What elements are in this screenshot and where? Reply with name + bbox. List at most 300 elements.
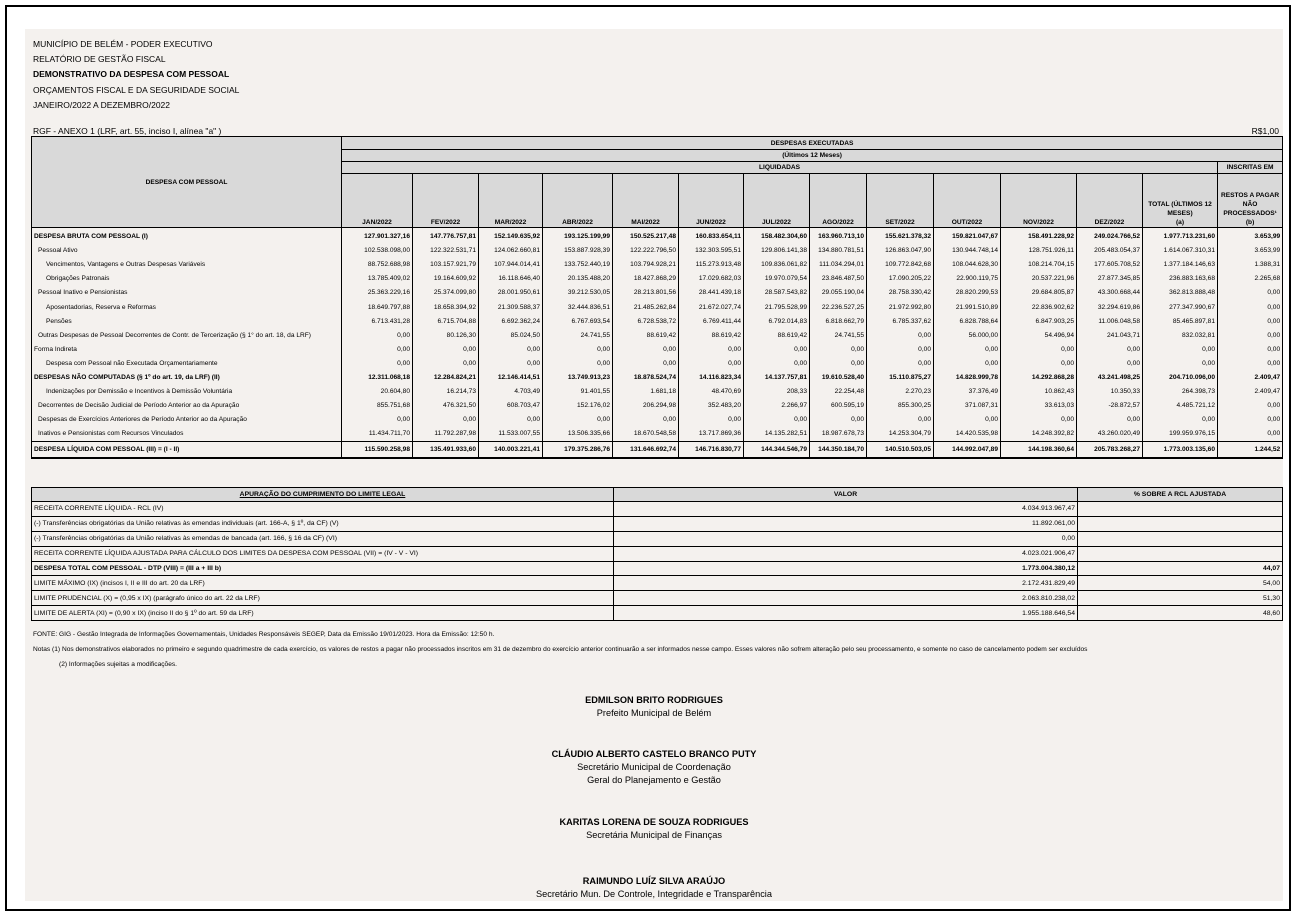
row-label: Outras Despesas de Pessoal Decorrentes de Contr. de Tercerização (§ 1° do art. 18, da LRF) — [32, 329, 342, 343]
col-head-month: MAI/2022 — [613, 174, 679, 228]
row-value: 0,00 — [1001, 343, 1077, 357]
row-value: 131.646.692,74 — [613, 442, 679, 459]
row-value: 32.294.619,86 — [1077, 300, 1143, 314]
row-value: 43.260.020,49 — [1077, 427, 1143, 442]
limit-value: 0,00 — [614, 531, 1078, 546]
row-value: 0,00 — [1218, 427, 1283, 442]
table-row — [32, 286, 1283, 300]
table-row — [32, 258, 1283, 272]
limit-label: LIMITE MÁXIMO (IX) (incisos I, II e III do art. 20 da LRF) — [32, 576, 614, 591]
report-header — [33, 37, 239, 113]
col-head-total-label: TOTAL (ÚLTIMOS 12 MESES) — [1148, 201, 1212, 217]
note-1: Notas (1) Nos demonstrativos elaborados no primeiro e segundo quadrimestre de cada exercício, os valores de restos a pagar não processados inscritos em 31 de dezembro do exercício anterior continuarão a ser informados nesse campo. Esses valores não sofrem alteração pelo seu processamento, e somente no caso de cancelamento podem ser excluídos — [33, 646, 1088, 653]
col-head-month: MAR/2022 — [479, 174, 543, 228]
col-head-expense: DESPESA COM PESSOAL — [32, 137, 342, 228]
row-value: 21.485.262,84 — [613, 300, 679, 314]
row-value: 10.862,43 — [1001, 385, 1077, 399]
row-value: 0,00 — [1218, 300, 1283, 314]
row-value: 277.347.990,67 — [1143, 300, 1218, 314]
row-value: 0,00 — [543, 413, 613, 427]
row-value: -28.872,57 — [1077, 399, 1143, 413]
row-value: 371.087,31 — [934, 399, 1001, 413]
row-value: 19.164.609,92 — [413, 272, 479, 286]
row-value: 0,00 — [1001, 413, 1077, 427]
row-value: 32.444.836,51 — [543, 300, 613, 314]
row-label: DESPESAS NÃO COMPUTADAS (§ 1º do art. 19, da LRF) (II) — [32, 371, 342, 385]
row-value: 0,00 — [479, 413, 543, 427]
row-value: 21.991.510,89 — [934, 300, 1001, 314]
limit-head-value: VALOR — [614, 488, 1078, 502]
limit-pct: 51,30 — [1078, 591, 1283, 606]
table-row — [32, 385, 1283, 399]
row-value: 23.846.487,50 — [810, 272, 867, 286]
row-value: 29.055.190,04 — [810, 286, 867, 300]
row-value: 88.752.688,98 — [342, 258, 413, 272]
row-value: 14.116.823,34 — [679, 371, 744, 385]
row-value: 88.619,42 — [679, 329, 744, 343]
row-value: 6.715.704,88 — [413, 315, 479, 329]
row-value: 18.987.678,73 — [810, 427, 867, 442]
row-value: 0,00 — [679, 357, 744, 371]
header-line-municipality: MUNICÍPIO DE BELÉM - PODER EXECUTIVO — [33, 39, 213, 49]
limit-value: 1.955.188.646,54 — [614, 606, 1078, 621]
row-value: 0,00 — [867, 413, 934, 427]
row-value: 158.491.228,92 — [1001, 228, 1077, 245]
row-value: 144.992.047,89 — [934, 442, 1001, 459]
row-value: 88.619,42 — [744, 329, 810, 343]
signature-block — [25, 748, 1283, 787]
row-value: 91.401,55 — [543, 385, 613, 399]
row-value: 1.244,52 — [1218, 442, 1283, 459]
limit-pct: 48,60 — [1078, 606, 1283, 621]
row-label: Despesa com Pessoal não Executada Orçamentariamente — [32, 357, 342, 371]
limit-label: LIMITE DE ALERTA (XI) = (0,90 x IX) (inciso II do § 1º do art. 59 da LRF) — [32, 606, 614, 621]
row-label: Forma Indireta — [32, 343, 342, 357]
row-value: 130.944.748,14 — [934, 244, 1001, 258]
row-value: 12.284.824,21 — [413, 371, 479, 385]
limit-pct: 44,07 — [1078, 561, 1283, 576]
row-value: 855.300,25 — [867, 399, 934, 413]
limit-pct — [1078, 531, 1283, 546]
row-label: Pensões — [32, 315, 342, 329]
row-value: 22.900.119,75 — [934, 272, 1001, 286]
signature-block — [25, 694, 1283, 720]
signatory-role: Secretário Mun. De Controle, Integridade e Transparência — [536, 889, 772, 899]
row-value: 19.970.079,54 — [744, 272, 810, 286]
row-value: 18.427.868,29 — [613, 272, 679, 286]
limit-head-pct: % SOBRE A RCL AJUSTADA — [1078, 488, 1283, 502]
row-value: 13.785.409,02 — [342, 272, 413, 286]
limit-pct — [1078, 516, 1283, 531]
row-value: 111.034.294,01 — [810, 258, 867, 272]
limit-value: 2.172.431.829,49 — [614, 576, 1078, 591]
row-value: 1.977.713.231,60 — [1143, 228, 1218, 245]
row-value: 3.653,99 — [1218, 244, 1283, 258]
row-value: 1.388,31 — [1218, 258, 1283, 272]
row-value: 144.350.184,70 — [810, 442, 867, 459]
row-value: 352.483,20 — [679, 399, 744, 413]
row-value: 15.110.875,27 — [867, 371, 934, 385]
row-value: 0,00 — [867, 343, 934, 357]
row-value: 476.321,50 — [413, 399, 479, 413]
row-value: 0,00 — [1143, 357, 1218, 371]
row-value: 155.621.378,32 — [867, 228, 934, 245]
row-value: 0,00 — [810, 343, 867, 357]
row-value: 2.266,97 — [744, 399, 810, 413]
row-value: 0,00 — [1077, 357, 1143, 371]
row-value: 14.292.868,28 — [1001, 371, 1077, 385]
row-value: 0,00 — [479, 357, 543, 371]
row-value: 14.248.392,82 — [1001, 427, 1077, 442]
signature-block — [25, 875, 1283, 901]
row-value: 264.398,73 — [1143, 385, 1218, 399]
limit-value: 11.892.061,00 — [614, 516, 1078, 531]
table-row — [32, 399, 1283, 413]
row-value: 103.794.928,21 — [613, 258, 679, 272]
row-value: 54.496,94 — [1001, 329, 1077, 343]
row-value: 33.613,03 — [1001, 399, 1077, 413]
row-value: 0,00 — [1077, 413, 1143, 427]
row-value: 0,00 — [1218, 315, 1283, 329]
row-label: Aposentadorias, Reserva e Reformas — [32, 300, 342, 314]
table-row — [32, 413, 1283, 427]
row-value: 150.525.217,48 — [613, 228, 679, 245]
row-label: Inativos e Pensionistas com Recursos Vinculados — [32, 427, 342, 442]
row-value: 25.363.229,16 — [342, 286, 413, 300]
row-value: 160.833.654,11 — [679, 228, 744, 245]
row-value: 0,00 — [1218, 357, 1283, 371]
signatory-name: CLÁUDIO ALBERTO CASTELO BRANCO PUTY — [551, 749, 757, 759]
legal-limit-table — [31, 487, 1283, 621]
row-value: 21.795.528,99 — [744, 300, 810, 314]
annex-reference: RGF - ANEXO 1 (LRF, art. 55, inciso I, alínea "a" ) — [33, 126, 222, 136]
signatory-role: Geral do Planejamento e Gestão — [587, 775, 721, 785]
row-value: 127.901.327,16 — [342, 228, 413, 245]
row-value: 17.090.205,22 — [867, 272, 934, 286]
row-value: 37.376,49 — [934, 385, 1001, 399]
row-value: 109.772.842,68 — [867, 258, 934, 272]
row-value: 140.510.503,05 — [867, 442, 934, 459]
row-value: 11.434.711,70 — [342, 427, 413, 442]
row-value: 0,00 — [1218, 286, 1283, 300]
row-value: 0,00 — [342, 329, 413, 343]
row-value: 600.595,19 — [810, 399, 867, 413]
row-value: 122.322.531,71 — [413, 244, 479, 258]
row-value: 0,00 — [744, 343, 810, 357]
row-value: 85.465.897,81 — [1143, 315, 1218, 329]
row-value: 14.253.304,79 — [867, 427, 934, 442]
row-value: 1.377.184.146,63 — [1143, 258, 1218, 272]
row-value: 3.653,99 — [1218, 228, 1283, 245]
row-value: 140.003.221,41 — [479, 442, 543, 459]
header-line-report: RELATÓRIO DE GESTÃO FISCAL — [33, 54, 166, 65]
row-value: 6.785.337,62 — [867, 315, 934, 329]
row-value: 0,00 — [744, 413, 810, 427]
row-value: 24.741,55 — [543, 329, 613, 343]
row-value: 80.126,30 — [413, 329, 479, 343]
row-value: 18.670.548,58 — [613, 427, 679, 442]
row-value: 179.375.286,76 — [543, 442, 613, 459]
row-value: 0,00 — [1218, 343, 1283, 357]
table-row — [32, 228, 1283, 245]
row-value: 0,00 — [1143, 343, 1218, 357]
row-value: 132.303.595,51 — [679, 244, 744, 258]
row-value: 22.254,48 — [810, 385, 867, 399]
row-value: 14.137.757,81 — [744, 371, 810, 385]
limit-pct — [1078, 546, 1283, 561]
row-value: 159.821.047,67 — [934, 228, 1001, 245]
row-value: 88.619,42 — [613, 329, 679, 343]
row-value: 129.806.141,38 — [744, 244, 810, 258]
row-label: Decorrentes de Decisão Judicial de Período Anterior ao da Apuração — [32, 399, 342, 413]
row-value: 163.960.713,10 — [810, 228, 867, 245]
row-label: Pessoal Inativo e Pensionistas — [32, 286, 342, 300]
row-value: 6.792.014,83 — [744, 315, 810, 329]
col-head-unprocessed — [1218, 174, 1283, 228]
row-value: 102.538.098,00 — [342, 244, 413, 258]
limit-row — [32, 606, 1283, 621]
row-label: DESPESA LÍQUIDA COM PESSOAL (III) = (I - II) — [32, 442, 342, 459]
col-head-liquidated: LIQUIDADAS — [342, 162, 1218, 174]
signatory-role: Prefeito Municipal de Belém — [596, 708, 712, 718]
row-value: 14.420.535,98 — [934, 427, 1001, 442]
row-value: 147.776.757,81 — [413, 228, 479, 245]
row-value: 124.062.660,81 — [479, 244, 543, 258]
row-value: 133.752.440,19 — [543, 258, 613, 272]
row-value: 0,00 — [867, 357, 934, 371]
limit-row — [32, 591, 1283, 606]
limit-label: (-) Transferências obrigatórias da União relativas às emendas de bancada (art. 166, § 16 da CF) (VI) — [32, 531, 614, 546]
row-value: 208,33 — [744, 385, 810, 399]
col-head-total — [1143, 174, 1218, 228]
col-head-inscribed: INSCRITAS EM — [1218, 162, 1283, 174]
report-sheet — [25, 29, 1283, 901]
row-value: 103.157.921,79 — [413, 258, 479, 272]
table-row — [32, 272, 1283, 286]
limit-value: 2.063.810.238,02 — [614, 591, 1078, 606]
col-head-month: FEV/2022 — [413, 174, 479, 228]
row-value: 18.649.797,88 — [342, 300, 413, 314]
row-value: 832.032,81 — [1143, 329, 1218, 343]
row-value: 249.024.766,52 — [1077, 228, 1143, 245]
row-value: 109.836.061,82 — [744, 258, 810, 272]
row-value: 12.311.068,18 — [342, 371, 413, 385]
table-row — [32, 244, 1283, 258]
limit-label: DESPESA TOTAL COM PESSOAL - DTP (VIII) = (III a + III b) — [32, 561, 614, 576]
row-value: 108.044.628,30 — [934, 258, 1001, 272]
row-value: 0,00 — [1143, 413, 1218, 427]
row-value: 115.273.913,48 — [679, 258, 744, 272]
row-value: 204.710.096,00 — [1143, 371, 1218, 385]
header-line-period: JANEIRO/2022 A DEZEMBRO/2022 — [33, 99, 171, 110]
row-value: 11.006.048,58 — [1077, 315, 1143, 329]
row-value: 122.222.796,50 — [613, 244, 679, 258]
row-value: 19.610.528,40 — [810, 371, 867, 385]
row-value: 43.241.498,25 — [1077, 371, 1143, 385]
row-value: 128.751.926,11 — [1001, 244, 1077, 258]
row-value: 144.344.546,79 — [744, 442, 810, 459]
row-value: 28.213.801,56 — [613, 286, 679, 300]
row-value: 0,00 — [679, 343, 744, 357]
row-value: 28.001.950,61 — [479, 286, 543, 300]
row-value: 0,00 — [1218, 413, 1283, 427]
row-value: 21.972.992,80 — [867, 300, 934, 314]
row-value: 0,00 — [479, 343, 543, 357]
row-value: 28.587.543,82 — [744, 286, 810, 300]
row-value: 0,00 — [934, 413, 1001, 427]
row-label: Despesas de Exercícios Anteriores de Período Anterior ao da Apuração — [32, 413, 342, 427]
row-value: 17.029.682,03 — [679, 272, 744, 286]
note-2: (2) Informações sujeitas a modificações. — [59, 661, 178, 668]
signatory-name: RAIMUNDO LUÍZ SILVA ARAÚJO — [582, 876, 726, 886]
row-value: 1.614.067.310,31 — [1143, 244, 1218, 258]
row-value: 126.863.047,90 — [867, 244, 934, 258]
row-value: 0,00 — [342, 357, 413, 371]
row-value: 0,00 — [613, 357, 679, 371]
row-value: 28.758.330,42 — [867, 286, 934, 300]
row-value: 0,00 — [1218, 399, 1283, 413]
row-value: 14.135.282,51 — [744, 427, 810, 442]
col-head-month: AGO/2022 — [810, 174, 867, 228]
row-value: 0,00 — [342, 343, 413, 357]
row-value: 0,00 — [744, 357, 810, 371]
row-value: 14.828.999,78 — [934, 371, 1001, 385]
row-value: 0,00 — [810, 413, 867, 427]
signatory-role: Secretária Municipal de Finanças — [586, 830, 722, 840]
limit-value: 1.773.004.380,12 — [614, 561, 1078, 576]
currency-unit: R$1,00 — [1251, 126, 1279, 136]
col-head-executed: DESPESAS EXECUTADAS — [342, 137, 1283, 150]
row-value: 115.590.258,98 — [342, 442, 413, 459]
row-value: 6.818.662,79 — [810, 315, 867, 329]
limit-label: RECEITA CORRENTE LÍQUIDA - RCL (IV) — [32, 502, 614, 517]
row-value: 2.409,47 — [1218, 371, 1283, 385]
limit-row — [32, 531, 1283, 546]
row-value: 6.713.431,28 — [342, 315, 413, 329]
row-value: 236.883.163,68 — [1143, 272, 1218, 286]
row-value: 177.605.708,52 — [1077, 258, 1143, 272]
row-value: 6.728.538,72 — [613, 315, 679, 329]
row-value: 2.270,23 — [867, 385, 934, 399]
row-value: 152.149.635,92 — [479, 228, 543, 245]
col-head-month: JAN/2022 — [342, 174, 413, 228]
table-row — [32, 371, 1283, 385]
row-value: 29.684.805,87 — [1001, 286, 1077, 300]
signature-block — [25, 816, 1283, 842]
table-row — [32, 300, 1283, 314]
personnel-expense-table — [31, 136, 1283, 459]
row-value: 20.537.221,96 — [1001, 272, 1077, 286]
limit-pct — [1078, 502, 1283, 517]
row-value: 205.483.054,37 — [1077, 244, 1143, 258]
row-label: Obrigações Patronais — [32, 272, 342, 286]
row-value: 18.878.524,74 — [613, 371, 679, 385]
limit-value: 4.034.913.967,47 — [614, 502, 1078, 517]
row-value: 0,00 — [1218, 329, 1283, 343]
row-value: 2.265,68 — [1218, 272, 1283, 286]
col-head-unprocessed-label: RESTOS A PAGAR NÃO PROCESSADOS¹ — [1220, 192, 1280, 217]
row-value: 25.374.099,80 — [413, 286, 479, 300]
row-value: 158.482.304,60 — [744, 228, 810, 245]
table-row — [32, 329, 1283, 343]
row-value: 13.717.869,36 — [679, 427, 744, 442]
limit-head-label: APURAÇÃO DO CUMPRIMENTO DO LIMITE LEGAL — [32, 488, 614, 502]
row-value: 6.847.903,25 — [1001, 315, 1077, 329]
row-value: 22.836.902,62 — [1001, 300, 1077, 314]
row-value: 205.783.268,27 — [1077, 442, 1143, 459]
row-value: 27.877.345,85 — [1077, 272, 1143, 286]
limit-value: 4.023.021.906,47 — [614, 546, 1078, 561]
source-note: FONTE: GIG - Gestão Integrada de Informações Governamentais, Unidades Responsáveis SEGEP, Data da Emissão 19/01/2023. Hora da Emissão: 12:50 h. — [33, 631, 495, 638]
row-label: DESPESA BRUTA COM PESSOAL (I) — [32, 228, 342, 245]
row-value: 85.024,50 — [479, 329, 543, 343]
report-notes — [33, 627, 1273, 672]
row-value: 16.214,73 — [413, 385, 479, 399]
row-value: 1.681,18 — [613, 385, 679, 399]
row-value: 135.491.933,60 — [413, 442, 479, 459]
row-value: 608.703,47 — [479, 399, 543, 413]
row-value: 56.000,00 — [934, 329, 1001, 343]
col-head-month: JUL/2022 — [744, 174, 810, 228]
col-head-unprocessed-code: (b) — [1245, 219, 1255, 226]
row-label: Vencimentos, Vantagens e Outras Despesas Variáveis — [32, 258, 342, 272]
row-value: 21.309.588,37 — [479, 300, 543, 314]
row-value: 48.470,69 — [679, 385, 744, 399]
col-head-month: NOV/2022 — [1001, 174, 1077, 228]
limit-pct: 54,00 — [1078, 576, 1283, 591]
row-value: 18.658.394,92 — [413, 300, 479, 314]
row-value: 43.300.668,44 — [1077, 286, 1143, 300]
limit-label: RECEITA CORRENTE LÍQUIDA AJUSTADA PARA CÁLCULO DOS LIMITES DA DESPESA COM PESSOAL (VII) = (IV - V - VI) — [32, 546, 614, 561]
row-value: 0,00 — [867, 329, 934, 343]
row-value: 13.749.913,23 — [543, 371, 613, 385]
row-value: 144.198.360,64 — [1001, 442, 1077, 459]
row-value: 20.604,80 — [342, 385, 413, 399]
row-value: 0,00 — [413, 413, 479, 427]
limit-row — [32, 546, 1283, 561]
row-value: 0,00 — [543, 343, 613, 357]
header-line-budgets: ORÇAMENTOS FISCAL E DA SEGURIDADE SOCIAL — [33, 84, 240, 95]
row-value: 108.214.704,15 — [1001, 258, 1077, 272]
table-row — [32, 315, 1283, 329]
signatory-name: EDMILSON BRITO RODRIGUES — [585, 695, 723, 705]
table-row — [32, 343, 1283, 357]
row-value: 6.828.788,64 — [934, 315, 1001, 329]
row-value: 0,00 — [413, 343, 479, 357]
row-value: 0,00 — [413, 357, 479, 371]
limit-row — [32, 576, 1283, 591]
row-value: 4.485.721,12 — [1143, 399, 1218, 413]
limit-row — [32, 516, 1283, 531]
row-value: 152.176,02 — [543, 399, 613, 413]
table-row — [32, 427, 1283, 442]
row-value: 146.716.830,77 — [679, 442, 744, 459]
row-value: 0,00 — [1077, 343, 1143, 357]
signatory-name: KARITAS LORENA DE SOUZA RODRIGUES — [559, 817, 749, 827]
row-value: 22.236.527,25 — [810, 300, 867, 314]
row-value: 2.409,47 — [1218, 385, 1283, 399]
row-value: 20.135.488,20 — [543, 272, 613, 286]
row-value: 6.769.411,44 — [679, 315, 744, 329]
row-value: 0,00 — [613, 343, 679, 357]
row-value: 39.212.530,05 — [543, 286, 613, 300]
row-value: 0,00 — [934, 357, 1001, 371]
row-value: 10.350,33 — [1077, 385, 1143, 399]
col-head-month: DEZ/2022 — [1077, 174, 1143, 228]
col-head-month: SET/2022 — [867, 174, 934, 228]
row-value: 21.672.027,74 — [679, 300, 744, 314]
row-value: 107.944.014,41 — [479, 258, 543, 272]
